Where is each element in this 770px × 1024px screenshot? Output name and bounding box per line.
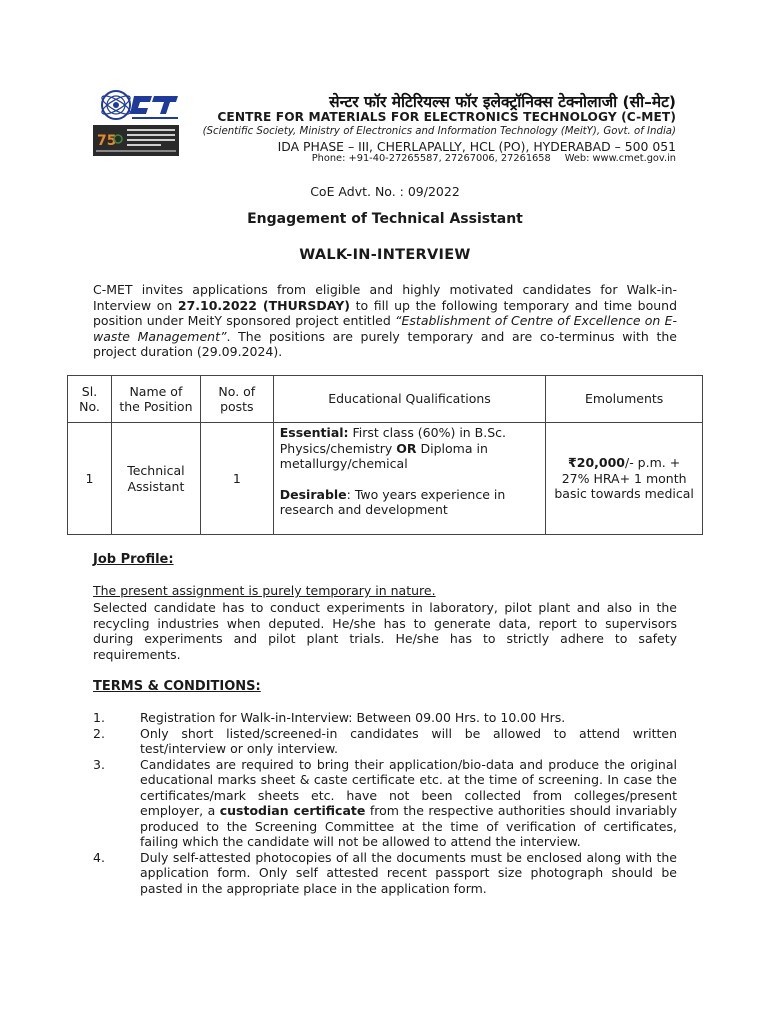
term-text-b: from the respective authorities should invariably produced to the Screening Committee at the time of verification of certificates, failing which the candidate will not be allowed to attend the interview. (140, 803, 677, 849)
list-item (93, 757, 677, 850)
term-number: 3. (93, 756, 105, 772)
document-subtitle: WALK-IN-INTERVIEW (299, 247, 471, 263)
interview-date: 27.10.2022 (THURSDAY) (177, 297, 351, 313)
intro-text-3: . The positions are purely temporary and are co-terminus with the project duration (29.09.2024). (93, 328, 677, 360)
intro-text-1: C-MET invites applications from eligible and highly motivated candidates for Walk-in-Interview on (93, 282, 677, 313)
header-position: Name of the Position (111, 376, 200, 423)
term-text: Only short listed/screened-in candidates will be allowed to attend written test/interview or only interview. (140, 725, 677, 756)
essential-or: OR (396, 440, 417, 456)
list-item (93, 710, 677, 726)
essential-qualification (280, 425, 539, 472)
org-subtitle: (Scientific Society, Ministry of Electronics and Information Technology (MeitY), Govt. of India) (202, 126, 676, 137)
term-text: Duly self-attested photocopies of all the documents must be enclosed along with the application form. Only self attested recent passport size photograph should be pasted in the appropriate place in the application form. (140, 849, 677, 896)
term-text-a: Candidates are required to bring their application/bio-data and produce the original educational marks sheet & caste certificate etc. at the time of screening. In case the certificates/mark sheets etc. have not been collected from colleges/present employer, a (140, 756, 677, 818)
list-item (93, 850, 677, 897)
org-address: IDA PHASE – III, CHERLAPALLY, HCL (PO), HYDERABAD – 500 051 (277, 139, 676, 154)
job-profile-heading: Job Profile: (93, 552, 174, 567)
org-name-english: CENTRE FOR MATERIALS FOR ELECTRONICS TECHNOLOGY (C-MET) (217, 110, 676, 124)
essential-text-b: Diploma in metallurgy/chemical (279, 440, 488, 471)
header-qualifications: Educational Qualifications (273, 376, 545, 423)
table-row (68, 423, 703, 535)
header-posts: No. of posts (200, 376, 273, 423)
org-contact (312, 153, 676, 164)
org-name-hindi: सेन्टर फॉर मेटिरियल्स फॉर इलेक्ट्रॉनिक्स टेक्नोलाजी (सी–मेट) (329, 93, 676, 111)
azadi-emblem-icon (97, 128, 123, 150)
org-phone: Phone: +91-40-27265587, 27267006, 27261658 (311, 153, 551, 164)
desirable-text: : Two years experience in research and development (279, 486, 506, 517)
table-header-row (68, 376, 703, 423)
advt-number: CoE Advt. No. : 09/2022 (310, 184, 460, 199)
term-number: 2. (93, 725, 105, 741)
cell-position: Technical Assistant (111, 423, 200, 535)
emolument-details: /- p.m. + 27% HRA+ 1 month basic towards medical (554, 455, 694, 502)
document-title: Engagement of Technical Assistant (247, 211, 523, 227)
azadi-text-lines (127, 129, 175, 147)
term-text: Registration for Walk-in-Interview: Between 09.00 Hrs. to 10.00 Hrs. (140, 710, 566, 725)
terms-list (93, 710, 677, 896)
project-title: “Establishment of Centre of Excellence on E-waste Management” (93, 313, 677, 344)
desirable-qualification (280, 487, 539, 518)
terms-heading: TERMS & CONDITIONS: (93, 679, 261, 694)
list-item (93, 726, 677, 757)
intro-text-2: to fill up the following temporary and time bound position under MeitY sponsored project entitled (93, 297, 678, 329)
azadi-tagline (96, 150, 176, 152)
intro-paragraph (93, 282, 677, 360)
position-table (67, 375, 703, 535)
essential-text-a: First class (60%) in B.Sc. Physics/chemistry (279, 425, 507, 456)
header-sl-no: Sl. No. (68, 376, 112, 423)
azadi-ka-amrit-mahotsav-logo (93, 125, 179, 156)
cell-sl-no: 1 (68, 423, 112, 535)
cell-qualifications (273, 423, 545, 535)
job-profile-note: The present assignment is purely temporary in nature. (93, 583, 436, 598)
term-number: 4. (93, 849, 105, 865)
custodian-certificate: custodian certificate (219, 803, 366, 818)
cell-emoluments (546, 423, 703, 535)
job-profile-text: Selected candidate has to conduct experiments in laboratory, pilot plant and also in the recycling industries when deputed. He/she has to generate data, report to supervisors during experiments and pilot plant trials. He/she has to strictly adhere to safety requirements. (93, 600, 677, 662)
org-web: Web: www.cmet.gov.in (564, 153, 676, 164)
svg-text:75: 75 (97, 133, 117, 149)
cmet-logo-icon (94, 88, 180, 122)
emolument-amount: ₹20,000 (568, 455, 625, 471)
desirable-label: Desirable (279, 486, 347, 502)
header-emoluments: Emoluments (546, 376, 703, 423)
essential-label: Essential: (279, 425, 349, 440)
cell-posts: 1 (200, 423, 273, 535)
term-text (140, 757, 677, 850)
term-number: 1. (93, 710, 105, 725)
